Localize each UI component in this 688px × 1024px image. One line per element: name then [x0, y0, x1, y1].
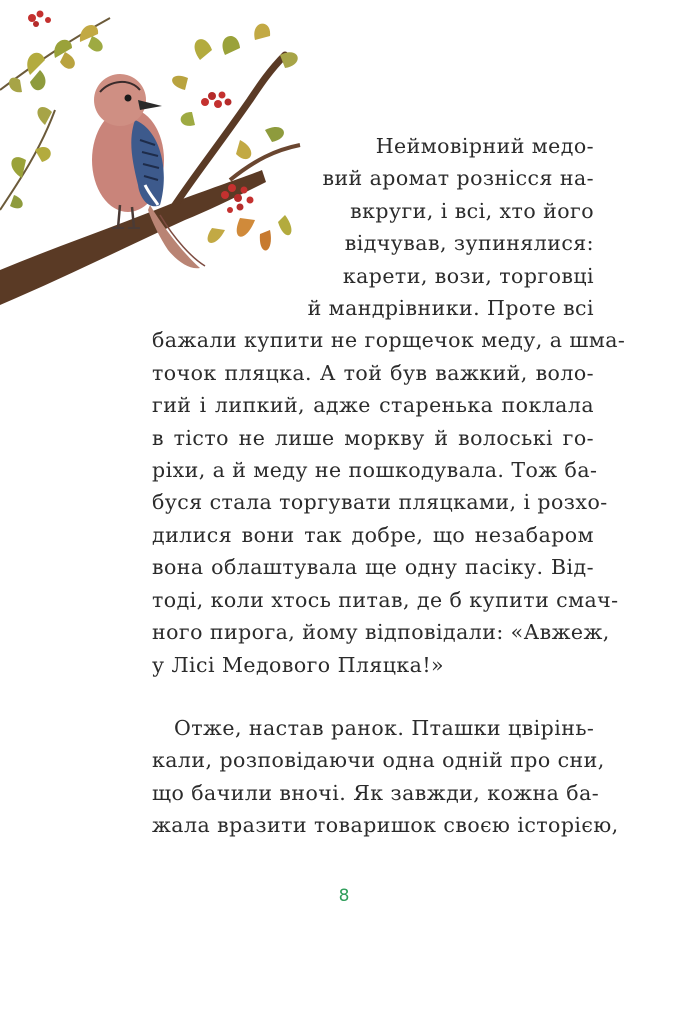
text-line: ного пирога, йому відповідали: «Авжеж,	[152, 620, 610, 645]
text-line: ріхи, а й меду не пошкодувала. Тож ба-	[152, 458, 598, 483]
text-line: вкруги, і всі, хто його	[350, 198, 594, 223]
text-line: що бачили вночі. Як завжди, кожна ба-	[152, 780, 600, 805]
text-line: точок пляцка. А той був важкий, воло-	[152, 360, 594, 385]
text-line: в тісто не лише моркву й волоські го-	[152, 425, 594, 450]
text-line: буся стала торгувати пляцками, і розхо-	[152, 490, 608, 515]
twig-top-left	[0, 11, 110, 93]
text-line: Отже, настав ранок. Пташки цвірінь-	[174, 715, 595, 740]
text-line: Неймовірний медо-	[375, 134, 594, 158]
text-line: й мандрівники. Проте всі	[307, 296, 594, 321]
text-line: вий аромат рознісся на-	[322, 166, 594, 191]
text-line: жала вразити товаришок своєю історією,	[152, 813, 619, 838]
text-line: вона облаштувала ще одну пасіку. Від-	[152, 555, 594, 580]
text-line: відчував, зупинялися:	[344, 231, 594, 256]
text-line: у Лісі Медового Пляцка!»	[152, 652, 444, 677]
paragraph-1	[152, 130, 626, 681]
page-number: 8	[338, 886, 350, 906]
text-line: карети, вози, торговці	[342, 263, 594, 288]
paragraph-gap	[152, 681, 594, 712]
text-line: тоді, коли хтось питав, де б купити смач-	[152, 587, 619, 612]
text-line: гий і липкий, адже старенька поклала	[152, 393, 594, 418]
text-line: кали, розповідаючи одна одній про сни,	[152, 748, 605, 773]
text-line: дилися вони так добре, що незабаром	[152, 522, 594, 547]
paragraph-2	[152, 712, 619, 842]
twig-left	[0, 107, 55, 210]
story-text	[152, 130, 626, 842]
text-line: бажали купити не горщечок меду, а шма-	[152, 328, 626, 353]
